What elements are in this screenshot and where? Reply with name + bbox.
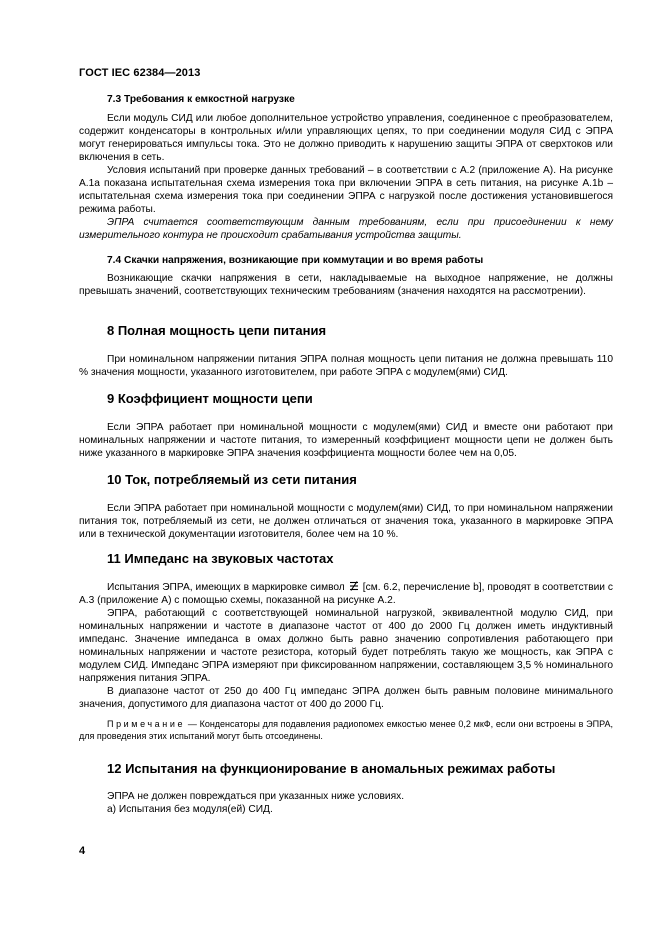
- page-number: 4: [79, 845, 86, 857]
- paragraph: Условия испытаний при проверке данных требований – в соответствии с А.2 (приложение А). На рисунке А.1а показана испытательная схема измерения тока при включении ЭПРА в сеть питания, на рисунке А.1b – испытательная схема измерения тока при соединении ЭПРА с нагрузкой после достижения установившегося режима работы.: [79, 165, 613, 215]
- paragraph: Возникающие скачки напряжения в сети, накладываемые на выходное напряжение, не должны превышать значений, соответствующих техническим требованиям (значения находятся на рассмотрении).: [79, 273, 613, 297]
- heading-11: 11 Импеданс на звуковых частотах: [107, 551, 334, 566]
- note: [79, 718, 613, 742]
- heading-8: 8 Полная мощность цепи питания: [107, 323, 327, 338]
- heading-10: 10 Ток, потребляемый из сети питания: [107, 472, 357, 487]
- symbol-text-before: Испытания ЭПРА, имеющих в маркировке символ: [107, 582, 345, 593]
- paragraph: а) Испытания без модуля(ей) СИД.: [107, 804, 273, 815]
- note-label: Примечание: [107, 719, 186, 729]
- paragraph: Если ЭПРА работает при номинальной мощности с модулем(ями) СИД, то при номинальном напряжении питания ток, потребляемый из сети, не должен отличаться от значения тока, указанного в маркировке ЭПРА или в технической документации изготовителя, более чем на 10 %.: [79, 503, 613, 540]
- section-7-3-body: [79, 112, 613, 242]
- paragraph: В диапазоне частот от 250 до 400 Гц импеданс ЭПРА должен быть равным половине минимального значения, допустимого для диапазона частот от 400 до 2000 Гц.: [79, 686, 613, 710]
- paragraph: При номинальном напряжении питания ЭПРА полная мощность цепи питания не должна превышать 110 % значения мощности, указанного изготовителем, при работе ЭПРА с модулем(ями) СИД.: [79, 354, 613, 378]
- paragraph: ЭПРА, работающий с соответствующей номинальной нагрузкой, эквивалентной модулю СИД, при номинальных напряжении и частоте в диапазоне частот от 400 до 2000 Гц должен иметь индуктивный импеданс. Значение импеданса в омах должно быть равно значению сопротивления работающего при номинальных напряжении и частоте резистора, который будет потреблять такую же мощность, как ЭПРА с модулем СИД. Импеданс ЭПРА измеряют при фиксированном напряжении, составляющем 3,5 % номинального напряжения питания ЭПРА.: [79, 608, 613, 684]
- document-header: ГОСТ IEC 62384—2013: [79, 67, 201, 79]
- section-12-body: [79, 790, 613, 816]
- section-9-body: [79, 421, 613, 460]
- paragraph: ЭПРА не должен повреждаться при указанных ниже условиях.: [107, 791, 405, 802]
- heading-9: 9 Коэффициент мощности цепи: [107, 391, 313, 406]
- heading-7-3: 7.3 Требования к емкостной нагрузке: [107, 94, 295, 105]
- heading-7-4: 7.4 Скачки напряжения, возникающие при коммутации и во время работы: [107, 255, 484, 266]
- section-11-body: [79, 581, 613, 742]
- paragraph-italic: ЭПРА считается соответствующим данным требованиям, если при присоединении к нему измерительного контура не происходит срабатывания устройства защиты.: [79, 217, 613, 241]
- paragraph-with-symbol: [79, 581, 613, 607]
- section-10-body: [79, 502, 613, 541]
- section-8-body: [79, 353, 613, 379]
- paragraph: Если ЭПРА работает при номинальной мощности с модулем(ями) СИД и вместе они работают при номинальных напряжении и частоте питания, то измеренный коэффициент мощности цепи не должен быть ниже указанного в маркировке ЭПРА значения коэффициента мощности более чем на 0,05.: [79, 422, 613, 459]
- paragraph: Если модуль СИД или любое дополнительное устройство управления, соединенное с преобразователем, содержит конденсаторы в контрольных и/или управляющих цепях, то при соединении модуля СИД с ЭПРА могут генерироваться импульсы тока. Это не должно приводить к нарушению защиты ЭПРА от сверхтоков или включения в сеть.: [79, 113, 613, 163]
- symbol-text-after: [см. 6.2, перечисление b], проводят в соответствии с А.3 (приложение А) с помощью схемы, показанной на рисунке А.2.: [79, 582, 614, 606]
- section-7-4-body: [79, 272, 613, 298]
- ballast-symbol-icon: [349, 581, 359, 591]
- note-text: — Конденсаторы для подавления радиопомех емкостью менее 0,2 мкФ, если они встроены в ЭПРА, для проведения этих испытаний могут быть отсоединены.: [79, 719, 613, 741]
- heading-12: 12 Испытания на функционирование в аномальных режимах работы: [107, 761, 556, 776]
